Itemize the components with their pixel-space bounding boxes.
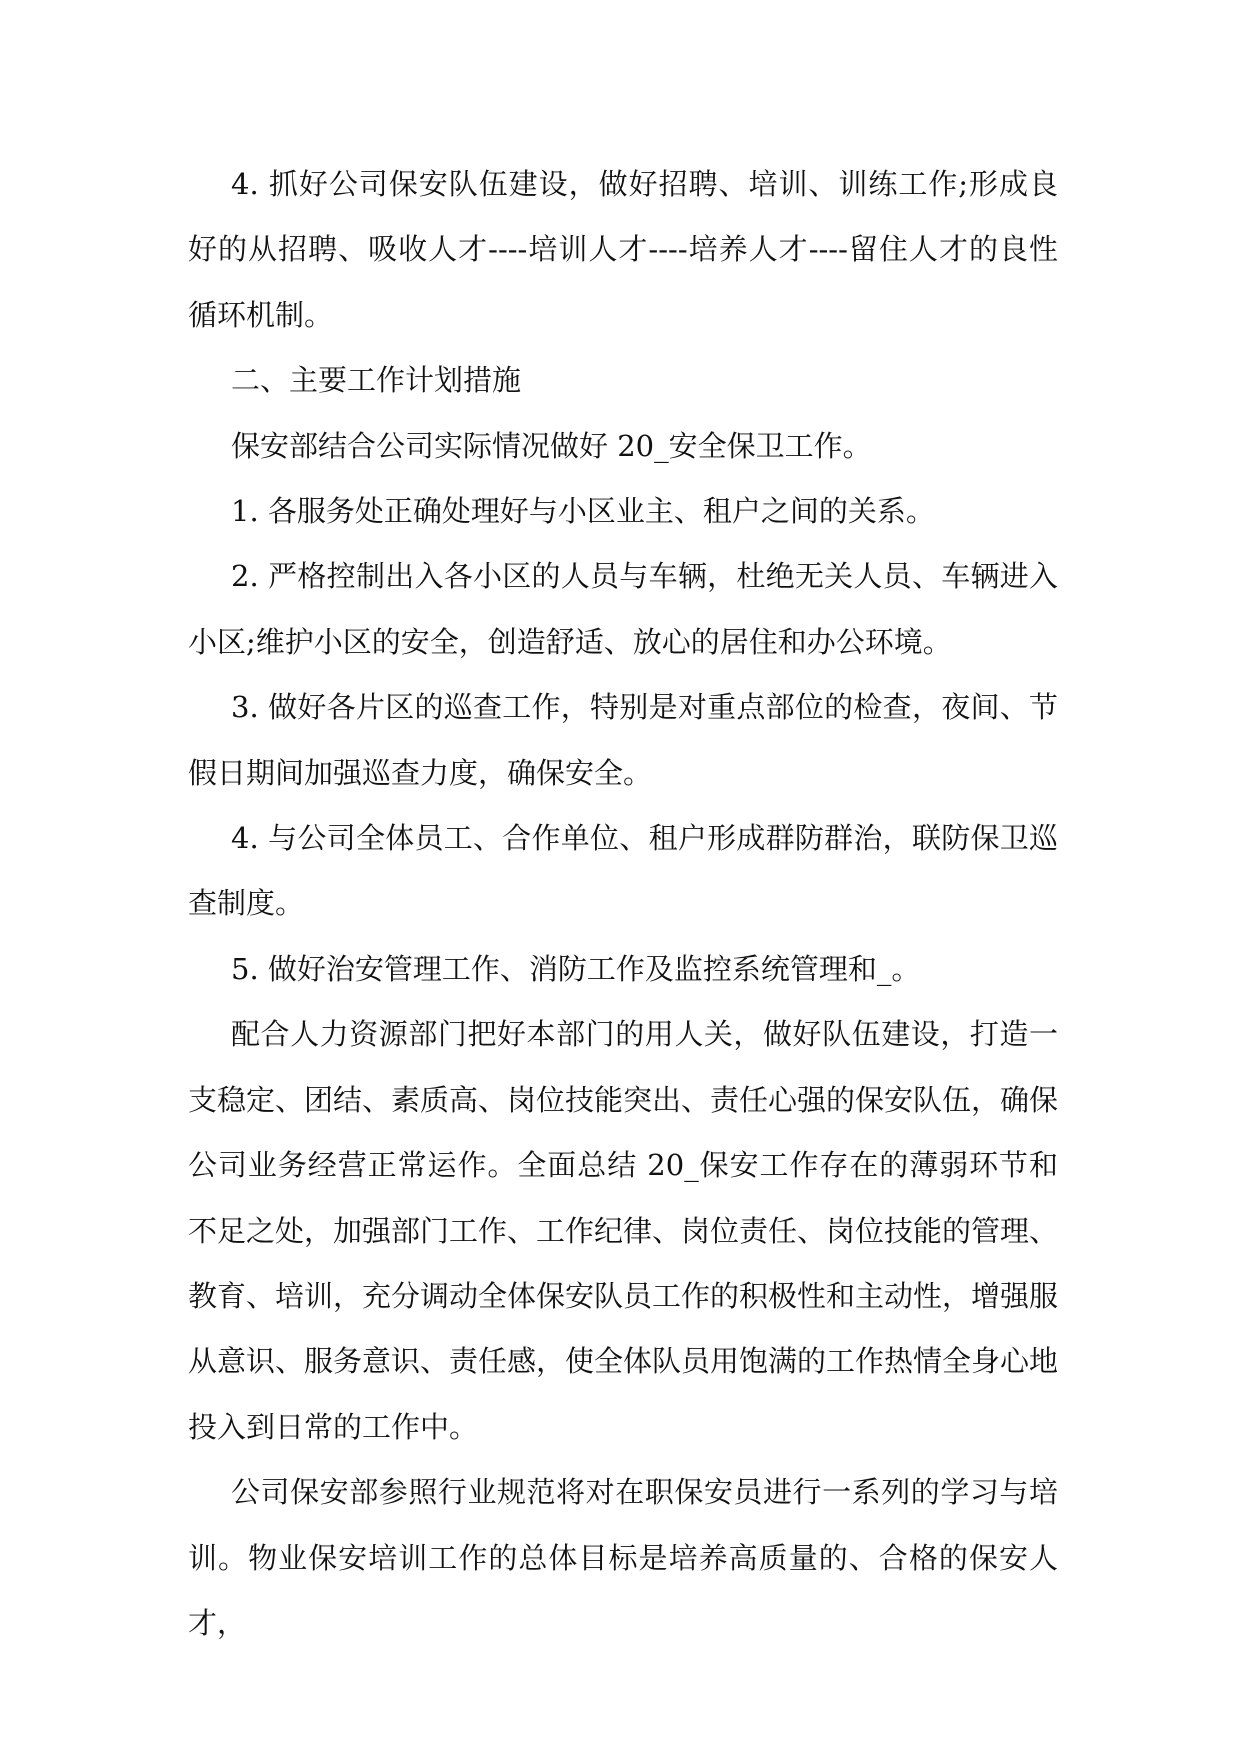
paragraph-recruitment-mechanism: 4. 抓好公司保安队伍建设，做好招聘、培训、训练工作;形成良好的从招聘、吸收人才----培训人才----培养人才----留住人才的良性循环机制。 bbox=[188, 167, 1058, 332]
list-item-2: 2. 严格控制出入各小区的人员与车辆，杜绝无关人员、车辆进入小区;维护小区的安全，创造舒适、放心的居住和办公环境。 bbox=[188, 559, 1058, 659]
list-item-4: 4. 与公司全体员工、合作单位、租户形成群防群治，联防保卫巡查制度。 bbox=[188, 821, 1058, 921]
list-item-3: 3. 做好各片区的巡查工作，特别是对重点部位的检查，夜间、节假日期间加强巡查力度，确保安全。 bbox=[188, 690, 1058, 790]
paragraph-team-building: 配合人力资源部门把好本部门的用人关，做好队伍建设，打造一支稳定、团结、素质高、岗位技能突出、责任心强的保安队伍，确保公司业务经营正常运作。全面总结 20_保安工作存在的薄弱环节和不足之处，加强部门工作、工作纪律、岗位责任、岗位技能的管理、教育、培训，充分调动全体保安队员工作的积极性和主动性，增强服从意识、服务意识、责任感，使全体队员用饱满的工作热情全身心地投入到日常的工作中。 bbox=[188, 1017, 1059, 1444]
paragraph-security-work-intro: 保安部结合公司实际情况做好 20_安全保卫工作。 bbox=[231, 428, 872, 463]
list-item-1: 1. 各服务处正确处理好与小区业主、租户之间的关系。 bbox=[231, 494, 935, 529]
paragraph-training-goals: 公司保安部参照行业规范将对在职保安员进行一系列的学习与培训。物业保安培训工作的总体目标是培养高质量的、合格的保安人才， bbox=[188, 1475, 1058, 1640]
section-heading-main-measures: 二、主要工作计划措施 bbox=[231, 363, 522, 398]
document-body bbox=[188, 152, 1058, 1656]
list-item-5: 5. 做好治安管理工作、消防工作及监控系统管理和_。 bbox=[231, 951, 921, 986]
